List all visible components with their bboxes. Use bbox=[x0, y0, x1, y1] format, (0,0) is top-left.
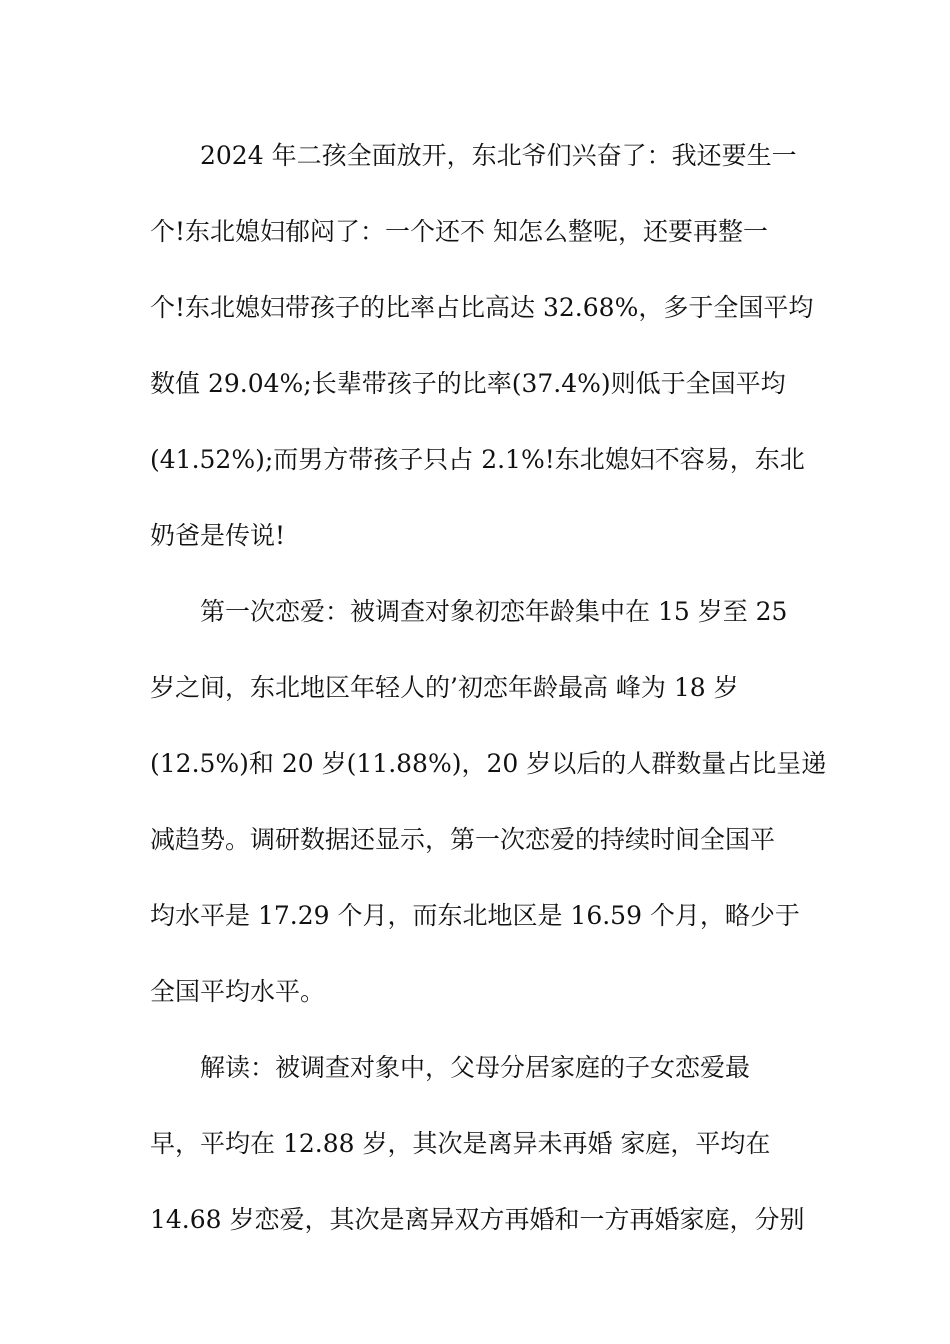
text-line: 14.68 岁恋爱，其次是离异双方再婚和一方再婚家庭，分别 bbox=[150, 1205, 805, 1234]
text-line: 解读：被调查对象中，父母分居家庭的子女恋爱最 bbox=[200, 1053, 751, 1082]
text-line: 第一次恋爱：被调查对象初恋年龄集中在 15 岁至 25 bbox=[200, 597, 788, 626]
text-line: 均水平是 17.29 个月，而东北地区是 16.59 个月，略少于 bbox=[150, 901, 800, 930]
paragraph-3 bbox=[150, 1030, 820, 1258]
text-line: 岁之间，东北地区年轻人的’初恋年龄最高 峰为 18 岁 bbox=[150, 673, 739, 702]
document-body bbox=[150, 118, 827, 1258]
text-line: 个!东北媳妇带孩子的比率占比高达 32.68%，多于全国平均 bbox=[150, 293, 814, 322]
text-line: 2024 年二孩全面放开，东北爷们兴奋了：我还要生一 bbox=[200, 141, 797, 170]
text-line: 数值 29.04%;长辈带孩子的比率(37.4%)则低于全国平均 bbox=[150, 369, 786, 398]
text-line: 奶爸是传说! bbox=[150, 521, 286, 550]
text-line: 早，平均在 12.88 岁，其次是离异未再婚 家庭，平均在 bbox=[150, 1129, 771, 1158]
text-line: 个!东北媳妇郁闷了：一个还不 知怎么整呢，还要再整一 bbox=[150, 217, 768, 246]
paragraph-2 bbox=[150, 574, 827, 1030]
text-line: 减趋势。调研数据还显示，第一次恋爱的持续时间全国平 bbox=[150, 825, 776, 854]
paragraph-1 bbox=[150, 118, 820, 574]
text-line: (12.5%)和 20 岁(11.88%)，20 岁以后的人群数量占比呈递 bbox=[150, 749, 827, 778]
text-line: 全国平均水平。 bbox=[150, 977, 326, 1006]
text-line: (41.52%);而男方带孩子只占 2.1%!东北媳妇不容易，东北 bbox=[150, 445, 805, 474]
